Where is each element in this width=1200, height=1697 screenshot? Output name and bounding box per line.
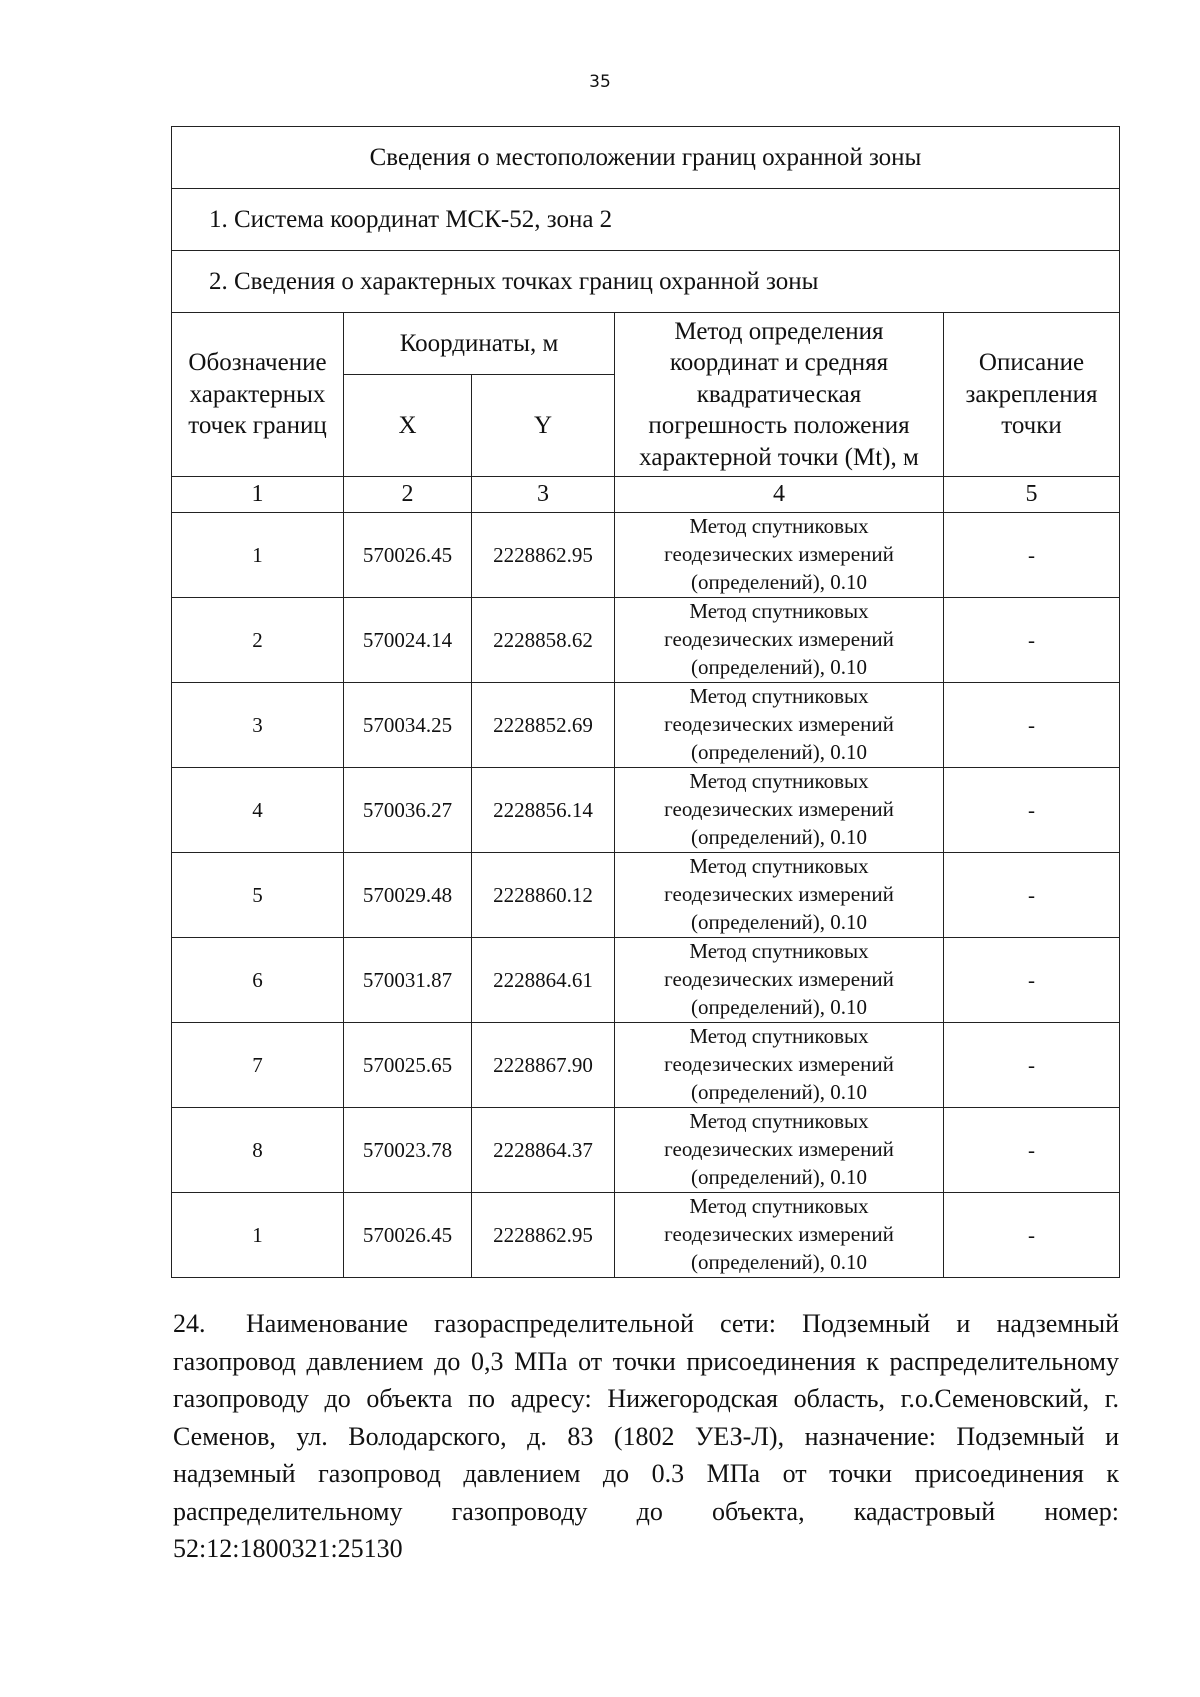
point-cell: 4: [172, 768, 344, 853]
header-description-line: Описание: [978, 349, 1085, 377]
column-number: 1: [172, 477, 344, 513]
y-cell: 2228862.95: [472, 513, 615, 598]
method-line: геодезических измерений: [664, 712, 894, 737]
method-cell: [615, 853, 944, 938]
x-cell: 570026.45: [344, 1193, 472, 1278]
paragraph-number: 24.: [173, 1309, 206, 1338]
y-cell: 2228864.61: [472, 938, 615, 1023]
method-line: (определений), 0.10: [690, 654, 868, 679]
method-line: Метод спутниковых: [689, 1194, 869, 1219]
method-line: геодезических измерений: [664, 627, 894, 652]
x-cell: 570036.27: [344, 768, 472, 853]
points-caption: 2. Сведения о характерных точках границ охранной зоны: [172, 251, 1120, 313]
point-cell: 7: [172, 1023, 344, 1108]
table-row: [172, 1193, 1120, 1278]
header-designation-line: точек границ: [188, 412, 327, 440]
method-cell: [615, 1023, 944, 1108]
header-method-line: погрешность положения: [648, 412, 910, 440]
header-y: Y: [472, 375, 615, 477]
method-line: Метод спутниковых: [689, 514, 869, 539]
table-row: [172, 768, 1120, 853]
y-cell: 2228852.69: [472, 683, 615, 768]
method-line: Метод спутниковых: [689, 939, 869, 964]
column-number-row: [172, 477, 1120, 513]
x-cell: 570031.87: [344, 938, 472, 1023]
header-method-line: квадратическая: [696, 380, 862, 408]
header-coordinates: Координаты, м: [344, 313, 615, 375]
method-line: геодезических измерений: [664, 797, 894, 822]
method-line: геодезических измерений: [664, 542, 894, 567]
method-line: Метод спутниковых: [689, 769, 869, 794]
method-cell: [615, 513, 944, 598]
description-cell: -: [944, 1108, 1120, 1193]
method-line: геодезических измерений: [664, 1222, 894, 1247]
network-paragraph: [173, 1305, 1119, 1568]
method-line: геодезических измерений: [664, 1052, 894, 1077]
header-designation-line: Обозначение: [188, 349, 327, 377]
x-cell: 570029.48: [344, 853, 472, 938]
header-method-line: координат и средняя: [669, 349, 889, 377]
header-designation: [172, 313, 344, 477]
description-cell: -: [944, 683, 1120, 768]
point-cell: 2: [172, 598, 344, 683]
description-cell: -: [944, 1193, 1120, 1278]
y-cell: 2228867.90: [472, 1023, 615, 1108]
table-row: [172, 938, 1120, 1023]
method-line: Метод спутниковых: [689, 854, 869, 879]
description-cell: -: [944, 938, 1120, 1023]
boundary-points-table: [171, 126, 1120, 1278]
x-cell: 570026.45: [344, 513, 472, 598]
header-method: [615, 313, 944, 477]
table-row: [172, 1023, 1120, 1108]
method-line: Метод спутниковых: [689, 684, 869, 709]
method-line: Метод спутниковых: [689, 1024, 869, 1049]
header-description-line: точки: [1001, 412, 1062, 440]
y-cell: 2228860.12: [472, 853, 615, 938]
method-line: (определений), 0.10: [690, 1249, 868, 1274]
header-method-line: Метод определения: [674, 317, 884, 345]
page-number: 35: [589, 72, 611, 92]
table-title: Сведения о местоположении границ охранной зоны: [172, 127, 1120, 189]
description-cell: -: [944, 513, 1120, 598]
paragraph-text: Наименование газораспределительной сети: Подземный и надземный газопровод давлением до 0,3 МПа от точки присоединения к распределительному газопроводу до объекта по адресу: Нижегородская область, г.о.Семеновский, г. Семенов, ул. Володарского, д. 83 (1802 УЕЗ-Л), назначение: Подземный и надземный газопровод давлением до 0.3 МПа от точки присоединения к распределительному газопроводу до объекта, кадастровый номер: 52:12:1800321:25130: [173, 1309, 1119, 1563]
y-cell: 2228858.62: [472, 598, 615, 683]
point-cell: 8: [172, 1108, 344, 1193]
method-line: (определений), 0.10: [690, 1079, 868, 1104]
method-line: геодезических измерений: [664, 1137, 894, 1162]
method-line: (определений), 0.10: [690, 824, 868, 849]
method-line: Метод спутниковых: [689, 1109, 869, 1134]
x-cell: 570024.14: [344, 598, 472, 683]
table-row: [172, 853, 1120, 938]
description-cell: -: [944, 768, 1120, 853]
description-cell: -: [944, 853, 1120, 938]
column-number: 3: [472, 477, 615, 513]
method-cell: [615, 768, 944, 853]
y-cell: 2228864.37: [472, 1108, 615, 1193]
method-cell: [615, 683, 944, 768]
column-number: 5: [944, 477, 1120, 513]
x-cell: 570025.65: [344, 1023, 472, 1108]
method-line: геодезических измерений: [664, 967, 894, 992]
header-description: [944, 313, 1120, 477]
point-cell: 3: [172, 683, 344, 768]
table-row: [172, 683, 1120, 768]
method-line: геодезических измерений: [664, 882, 894, 907]
point-cell: 6: [172, 938, 344, 1023]
point-cell: 1: [172, 513, 344, 598]
header-x: X: [344, 375, 472, 477]
header-designation-line: характерных: [189, 380, 326, 408]
coordinate-system: 1. Система координат МСК-52, зона 2: [172, 189, 1120, 251]
method-line: (определений), 0.10: [690, 569, 868, 594]
method-cell: [615, 938, 944, 1023]
method-cell: [615, 598, 944, 683]
y-cell: 2228856.14: [472, 768, 615, 853]
table-row: [172, 598, 1120, 683]
point-cell: 1: [172, 1193, 344, 1278]
method-cell: [615, 1193, 944, 1278]
method-line: (определений), 0.10: [690, 1164, 868, 1189]
column-number: 2: [344, 477, 472, 513]
header-method-line: характерной точки (Mt), м: [639, 443, 919, 471]
table-row: [172, 1108, 1120, 1193]
method-line: Метод спутниковых: [689, 599, 869, 624]
column-number: 4: [615, 477, 944, 513]
description-cell: -: [944, 1023, 1120, 1108]
x-cell: 570023.78: [344, 1108, 472, 1193]
method-cell: [615, 1108, 944, 1193]
method-line: (определений), 0.10: [690, 739, 868, 764]
method-line: (определений), 0.10: [690, 909, 868, 934]
method-line: (определений), 0.10: [690, 994, 868, 1019]
description-cell: -: [944, 598, 1120, 683]
table-row: [172, 513, 1120, 598]
point-cell: 5: [172, 853, 344, 938]
header-description-line: закрепления: [965, 380, 1098, 408]
x-cell: 570034.25: [344, 683, 472, 768]
y-cell: 2228862.95: [472, 1193, 615, 1278]
